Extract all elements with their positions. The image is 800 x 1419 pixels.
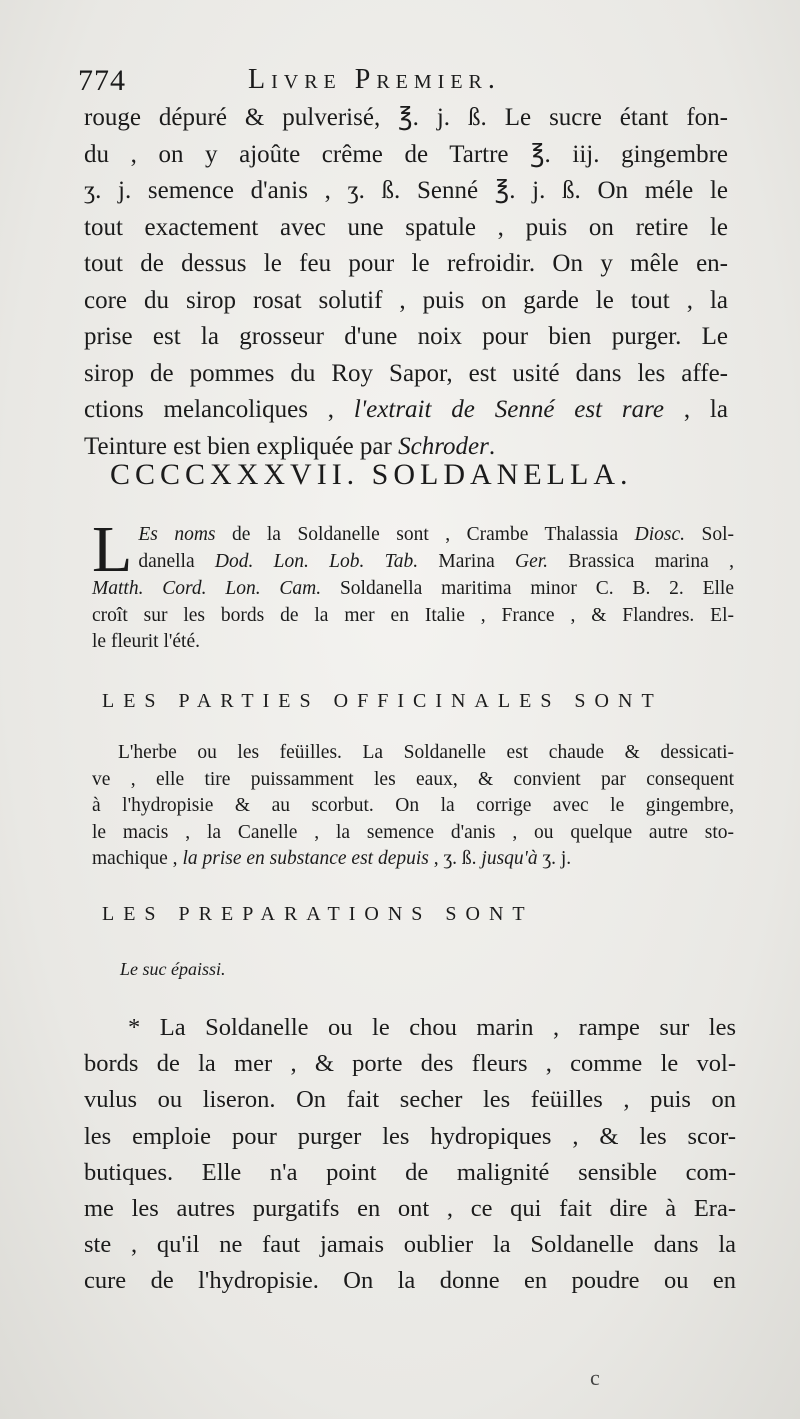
text-fragment: Soldanella maritima minor C. B. 2. Elle (321, 578, 734, 599)
italic-fragment: Matth. Cord. Lon. Cam. (92, 578, 322, 599)
text-fragment: , ʒ. ß. (428, 848, 482, 869)
bottom-mark: c (590, 1365, 600, 1390)
text-line: bords de la mer , & porte des fleurs , comme le vol- (84, 1050, 736, 1078)
text-line: prise est la grosseur d'une noix pour bien purger. Le (84, 323, 728, 350)
text-line (92, 846, 734, 873)
text-fragment: , la (664, 396, 728, 423)
subhead-parts: LES PARTIES OFFICINALES SONT (102, 690, 663, 712)
text-line: rouge dépuré & pulverisé, ℥. j. ß. Le sucre étant fon- (84, 104, 728, 131)
text-line: core du sirop rosat solutif , puis on garde le tout , la (84, 286, 728, 314)
text-line: croît sur les bords de la mer en Italie , France , & Flandres. El- (92, 604, 734, 626)
text-line: ʒ. j. semence d'anis , ʒ. ß. Senné ℥. j. ß. On méle le (84, 177, 728, 204)
text-fragment: Teinture est bien expliquée par (84, 432, 399, 460)
text-line: le macis , la Canelle , la semence d'anis , ou quelque autre sto- (92, 821, 734, 843)
text-line (84, 392, 728, 429)
text-line: * La Soldanelle ou le chou marin , rampe sur les (128, 1014, 736, 1041)
italic-fragment: Ger. (515, 550, 549, 572)
italic-fragment: la prise en substance est depuis (182, 848, 429, 869)
text-fragment: Sol- (685, 524, 734, 545)
text-line: tout exactement avec une spatule , puis on retire le (84, 213, 728, 241)
text-fragment: ctions melancoliques , (84, 396, 354, 423)
italic-fragment: jusqu'à (481, 848, 538, 869)
parts-paragraph (92, 740, 734, 873)
running-title: Livre Premier. (248, 64, 501, 95)
text-fragment: de la Soldanelle sont , Crambe Thalassia (215, 524, 635, 545)
text-fragment: ʒ. j. (537, 848, 572, 869)
subhead-preparations: LES PREPARATIONS SONT (102, 903, 534, 925)
text-line: me les autres purgatifs en ont , ce qui fait dire à Era- (84, 1195, 736, 1223)
italic-fragment: Schroder (398, 432, 489, 460)
text-line: L'herbe ou les feüilles. La Soldanelle est chaude & dessicati- (118, 742, 734, 763)
text-line: butiques. Elle n'a point de malignité sensible com- (84, 1158, 736, 1186)
italic-fragment: l'extrait de Senné est rare (353, 396, 664, 423)
note-paragraph (84, 1010, 736, 1300)
italic-fragment: Dod. Lon. Lob. Tab. (214, 550, 419, 572)
text-line: du , on y ajoûte crême de Tartre ℥. iij. gingembre (84, 140, 728, 168)
text-line: ve , elle tire puissamment les eaux, & convient par consequent (92, 768, 734, 790)
text-line: tout de dessus le feu pour le refroidir. On y mêle en- (84, 250, 728, 277)
text-line: à l'hydropisie & au scorbut. On la corrige avec le gingembre, (92, 795, 734, 816)
italic-fragment: Es noms (138, 524, 216, 545)
page-header (78, 64, 738, 100)
text-line: les emploie pour purger les hydropiques , & les scor- (84, 1122, 736, 1150)
text-fragment: machique , (92, 848, 183, 869)
text-line (92, 576, 734, 603)
text-fragment: . (488, 432, 496, 460)
text-line (92, 549, 734, 576)
text-fragment: Brassica marina , (548, 550, 735, 572)
section-title: CCCCXXXVII. SOLDANELLA. (110, 458, 633, 491)
preparation-item: Le suc épaissi. (120, 959, 226, 979)
italic-fragment: Diosc. (634, 524, 685, 545)
text-fragment: danella (138, 550, 215, 572)
text-line: ste , qu'il ne faut jamais oublier la Soldanelle dans la (84, 1231, 736, 1259)
text-line: vulus ou liseron. On fait secher les feüilles , puis on (84, 1086, 736, 1114)
text-fragment: Marina (418, 550, 516, 572)
text-line (92, 522, 734, 549)
text-line: le fleurit l'été. (92, 631, 201, 652)
text-line: sirop de pommes du Roy Sapor, est usité dans les affe- (84, 359, 728, 387)
drop-cap: L (92, 513, 133, 586)
text-line: cure de l'hydropisie. On la donne en poudre ou en (84, 1267, 736, 1295)
top-paragraph (84, 100, 728, 465)
page-number: 774 (78, 64, 126, 97)
names-paragraph (92, 513, 735, 656)
